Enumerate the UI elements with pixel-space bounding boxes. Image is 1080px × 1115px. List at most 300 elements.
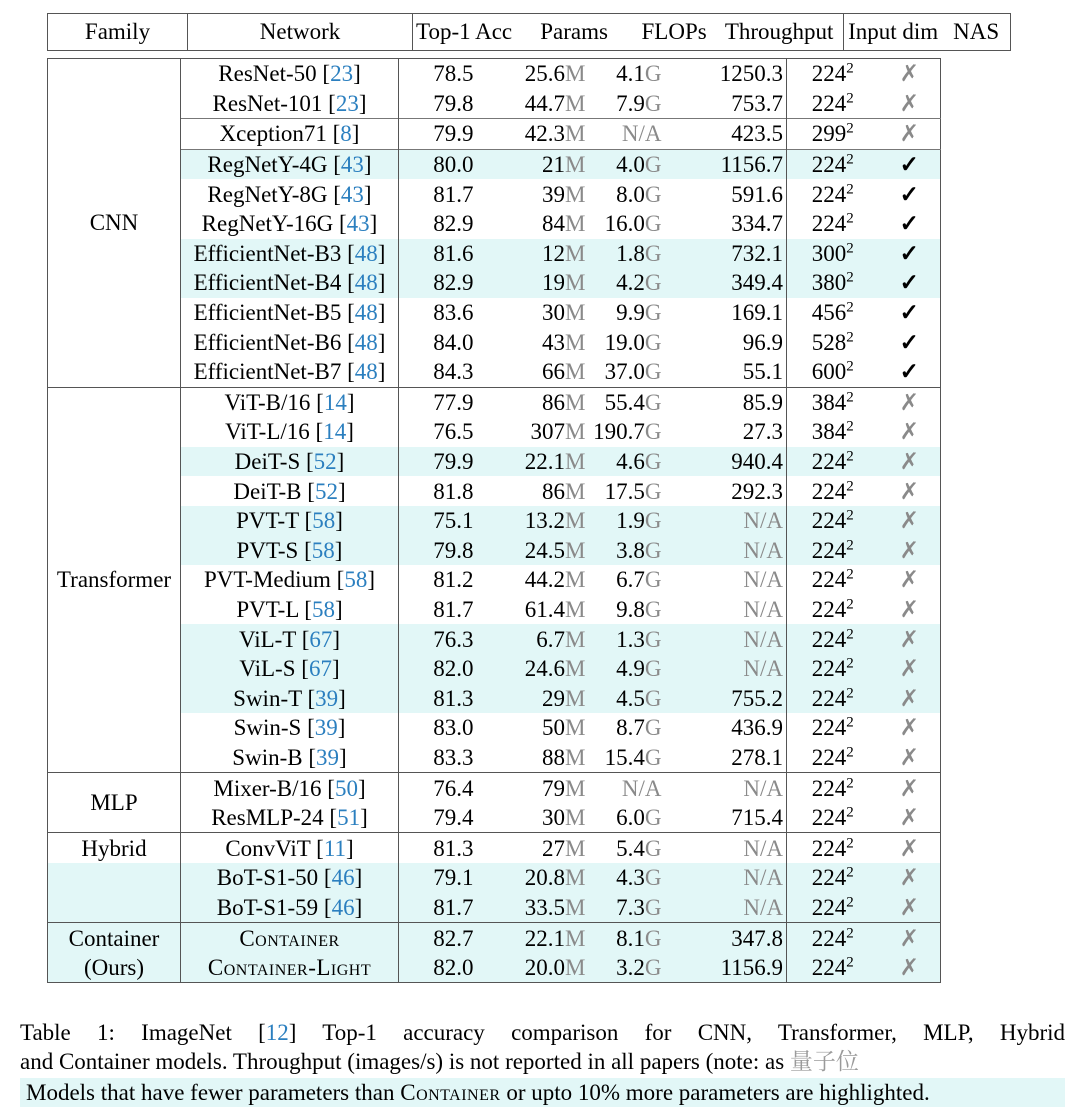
network-cell [181,327,399,357]
params-value: 44.7 [524,90,566,116]
nas-cell [879,595,941,625]
cite-bracket: ] [377,329,386,355]
flops-value: 4.9 [616,656,645,682]
throughput-value: N/A [743,626,783,652]
params-unit: M [565,329,586,355]
family-cell [48,923,181,983]
params-unit: M [565,449,586,475]
input-dim-value: 224 [811,865,847,891]
citation-link: 52 [314,478,338,504]
input-dim-cell [787,863,879,893]
network-cell [181,536,399,566]
family-label: Container [68,925,160,951]
input-dim-cell [787,893,879,923]
input-dim-exponent: 2 [846,954,854,971]
caption-text-1 [20,1020,1065,1045]
caption-line-2 [20,1047,1065,1076]
citation-link: 39 [316,744,340,770]
flops-unit: G [644,894,662,920]
nas-cell [879,476,941,506]
table-row [48,595,941,625]
flops-unit: G [644,300,662,326]
input-dim-exponent: 2 [846,328,854,345]
input-dim-cell [787,803,879,833]
network-name: EfficientNet-B5 [193,300,348,326]
input-dim-exponent: 2 [846,418,854,435]
throughput-value: 755.2 [731,685,783,711]
cite-bracket: ] [354,894,363,920]
cite-bracket: [ [322,61,331,87]
params-value: 88 [542,744,566,770]
input-dim-value: 224 [811,61,847,87]
nas-cell [879,239,941,269]
citation-link: 43 [340,181,364,207]
params-cell [477,683,589,713]
input-dim-value: 224 [811,656,847,682]
network-name: ResMLP-24 [211,805,330,831]
flops-cell [589,357,665,387]
top1-acc-cell: 84.0 [433,329,474,355]
nas-cell [879,447,941,477]
flops-cell [589,209,665,239]
cite-bracket: ] [334,596,343,622]
header-family: Family [84,19,151,44]
cross-icon: ✗ [899,567,919,593]
cite-bracket: ] [332,626,341,652]
cite-bracket: [ [323,894,332,920]
input-dim-exponent: 2 [846,714,854,731]
params-unit: M [565,508,586,534]
network-name: BoT-S1-59 [216,894,324,920]
citation-link: 58 [311,537,335,563]
top1-acc-cell: 81.8 [433,478,474,504]
flops-unit: G [644,90,662,116]
params-value: 24.5 [524,537,566,563]
cite-bracket: [ [323,865,332,891]
flops-value: 3.8 [616,537,645,563]
cite-bracket: ] [346,835,354,861]
throughput-cell [665,239,787,269]
params-unit: M [565,389,586,415]
flops-cell [589,863,665,893]
params-unit: M [565,567,586,593]
params-value: 25.6 [524,61,566,87]
throughput-value: 347.8 [731,925,783,951]
params-value: 13.2 [524,508,566,534]
cross-icon: ✗ [899,805,919,831]
citation-link: 48 [354,240,378,266]
params-unit: M [565,211,586,237]
top1-acc-cell: 76.5 [433,419,474,445]
nas-cell [879,833,941,863]
input-dim-cell [787,506,879,536]
flops-unit: G [644,508,662,534]
input-dim-exponent: 2 [846,60,854,77]
cite-bracket: ] [377,270,386,296]
network-cell [181,863,399,893]
cite-bracket: ] [338,685,346,711]
input-dim-value: 224 [811,537,847,563]
header-input-dim: Input dim [844,14,943,51]
throughput-cell [665,893,787,923]
params-unit: M [565,478,586,504]
network-name: ResNet-50 [218,61,323,87]
flops-value: 6.0 [616,805,645,831]
flops-na: N/A [621,121,662,147]
flops-value: 4.3 [616,865,645,891]
params-cell [477,773,589,803]
header-top1-acc: Top-1 Acc [413,14,516,51]
params-unit: M [565,894,586,920]
citation-link: 11 [323,835,346,861]
flops-cell [589,476,665,506]
network-name: BoT-S1-50 [216,865,324,891]
flops-cell [589,923,665,953]
params-value: 39 [542,181,566,207]
throughput-value: 292.3 [731,478,783,504]
flops-na: N/A [621,775,662,801]
cite-bracket: ] [336,449,345,475]
flops-value: 9.8 [616,596,645,622]
network-name: PVT-S [236,537,305,563]
cite-bracket: [ [316,389,324,415]
header-nas: NAS [953,19,1000,44]
table-row [48,506,941,536]
network-name: EfficientNet-B6 [193,329,348,355]
table-row [48,683,941,713]
top1-acc-cell: 81.7 [399,893,477,923]
flops-value: 7.3 [616,894,645,920]
top1-acc-cell: 83.6 [433,300,474,326]
input-dim-exponent: 2 [846,389,854,406]
throughput-value: N/A [743,596,783,622]
params-unit: M [565,685,586,711]
params-unit: M [565,596,586,622]
flops-cell [589,179,665,209]
flops-value: 55.4 [604,389,645,415]
table-row [48,387,941,417]
throughput-cell [665,59,787,89]
params-value: 6.7 [536,626,566,652]
table-row [48,803,941,833]
cite-bracket: [ [307,715,315,741]
check-icon: ✓ [899,211,919,237]
top1-acc-cell: 81.2 [433,567,474,593]
input-dim-cell [787,89,879,119]
flops-unit: G [644,478,662,504]
input-dim-exponent: 2 [846,299,854,316]
cross-icon: ✗ [899,626,919,652]
throughput-cell [665,119,787,150]
top1-acc-cell: 79.9 [399,119,477,150]
throughput-cell [665,565,787,595]
flops-unit: G [644,865,662,891]
params-value: 20.8 [524,865,566,891]
params-cell [477,209,589,239]
cross-icon: ✗ [899,656,919,682]
citation-link: 50 [334,775,358,801]
flops-unit: G [644,537,662,563]
input-dim-cell [787,119,879,150]
cite-bracket: [ [308,744,317,770]
throughput-value: 1156.7 [720,152,783,178]
flops-value: 19.0 [604,329,645,355]
network-cell [181,923,399,953]
flops-unit: G [644,359,662,385]
params-cell [477,447,589,477]
input-dim-value: 224 [811,835,847,861]
table-row [48,327,941,357]
throughput-value: 85.9 [742,389,783,415]
cross-icon: ✗ [899,596,919,622]
table-row [48,893,941,923]
throughput-cell [665,476,787,506]
network-name: DeiT-B [233,478,308,504]
flops-value: 16.0 [604,211,645,237]
params-cell [477,387,589,417]
throughput-value: 423.5 [731,121,783,147]
flops-value: 8.0 [616,181,645,207]
throughput-cell [665,268,787,298]
network-cell [181,119,399,150]
params-cell [477,565,589,595]
flops-value: 190.7 [593,419,645,445]
throughput-cell [665,803,787,833]
params-value: 42.3 [524,121,566,147]
network-cell [181,179,399,209]
cite-bracket: ] [351,121,360,147]
flops-unit: G [644,626,662,652]
check-icon: ✓ [899,240,919,266]
family-label: Transformer [56,567,172,593]
flops-value: 9.9 [616,300,645,326]
input-dim-exponent: 2 [846,358,854,375]
params-unit: M [565,181,586,207]
table-row [48,713,941,743]
params-unit: M [565,775,586,801]
cite-bracket: ] [377,240,386,266]
flops-value: 4.1 [616,61,645,87]
input-dim-exponent: 2 [846,744,854,761]
params-value: 61.4 [524,596,566,622]
input-dim-exponent: 2 [846,835,854,852]
network-name: Container-Light [207,955,372,981]
network-cell [181,387,399,417]
input-dim-value: 384 [811,419,847,445]
nas-cell [879,149,941,179]
citation-link: 58 [312,508,336,534]
flops-cell [589,595,665,625]
nas-cell [879,298,941,328]
input-dim-value: 224 [811,508,847,534]
params-cell [477,893,589,923]
throughput-cell [665,506,787,536]
flops-unit: G [644,835,662,861]
throughput-cell [665,833,787,863]
caption-line-1 [20,1018,1065,1047]
params-cell [477,743,589,773]
input-dim-exponent: 2 [846,537,854,554]
citation-link: 8 [340,121,352,147]
network-cell [181,357,399,387]
header-network: Network [188,14,413,51]
throughput-value: N/A [743,775,783,801]
flops-value: 6.7 [616,567,645,593]
params-unit: M [565,61,586,87]
top1-acc-cell: 82.0 [399,654,477,684]
top1-acc-cell: 82.9 [433,211,474,237]
flops-cell [589,624,665,654]
cross-icon: ✗ [899,121,919,147]
cross-icon: ✗ [899,449,919,475]
network-name: Swin-B [232,744,309,770]
flops-cell [589,565,665,595]
table-row [48,536,941,566]
cross-icon: ✗ [899,478,919,504]
top1-acc-cell: 79.1 [399,863,477,893]
input-dim-exponent: 2 [846,596,854,613]
input-dim-exponent: 2 [846,240,854,257]
input-dim-value: 224 [811,90,847,116]
flops-value: 37.0 [604,359,645,385]
nas-cell [879,209,941,239]
params-cell [477,624,589,654]
network-name: DeiT-S [234,449,306,475]
family-label: (Ours) [83,954,145,980]
input-dim-cell [787,595,879,625]
caption-highlight-note [20,1078,1065,1107]
params-cell [477,59,589,89]
input-dim-cell [787,357,879,387]
params-unit: M [565,865,586,891]
params-unit: M [565,955,586,981]
network-name: Container [239,925,340,951]
table-caption [20,1018,1065,1107]
cite-bracket: [ [304,508,313,534]
top1-acc-cell: 75.1 [399,506,477,536]
top1-acc-cell: 78.5 [433,61,474,87]
flops-unit: G [644,955,662,981]
flops-value: 8.7 [616,715,645,741]
params-unit: M [565,90,586,116]
network-cell [181,803,399,833]
flops-unit: G [644,744,662,770]
input-dim-value: 224 [811,596,847,622]
network-name: ViT-L/16 [225,419,316,445]
network-cell [181,683,399,713]
network-cell [181,89,399,119]
input-dim-cell [787,59,879,89]
input-dim-value: 300 [811,240,847,266]
throughput-value: 1250.3 [719,61,783,87]
flops-value: 17.5 [604,478,645,504]
throughput-value: 732.1 [731,240,783,266]
caption-segment: or upto 10% more parameters are highlighted. [500,1080,930,1105]
top1-acc-cell: 81.7 [433,596,474,622]
nas-cell [879,923,941,953]
cite-bracket: [ [347,329,355,355]
top1-acc-cell: 80.0 [399,149,477,179]
flops-unit: G [644,449,662,475]
cite-bracket: ] [337,715,346,741]
cross-icon: ✗ [899,685,919,711]
caption-citation: 12 [265,1020,289,1045]
input-dim-cell [787,327,879,357]
input-dim-cell [787,298,879,328]
flops-value: 1.8 [616,240,645,266]
cross-icon: ✗ [899,419,919,445]
citation-link: 48 [354,359,378,385]
throughput-cell [665,654,787,684]
citation-link: 43 [340,152,364,178]
params-value: 66 [542,359,566,385]
throughput-value: 334.7 [731,211,783,237]
input-dim-cell [787,743,879,773]
citation-link: 58 [311,596,335,622]
params-value: 22.1 [524,449,566,475]
table-row [48,833,941,863]
flops-unit: G [644,805,662,831]
citation-link: 67 [308,656,332,682]
input-dim-value: 380 [811,270,847,296]
table-row [48,298,941,328]
cite-bracket: [ [347,300,355,326]
top1-acc-cell: 79.4 [433,805,474,831]
watermark-logo: 量子位 [789,1049,859,1074]
flops-cell [589,743,665,773]
caption-text-3 [26,1080,930,1105]
flops-cell [589,773,665,803]
top1-acc-cell: 83.0 [433,715,474,741]
input-dim-cell [787,773,879,803]
input-dim-exponent: 2 [846,477,854,494]
network-cell [181,953,399,983]
flops-cell [589,327,665,357]
top1-acc-cell: 82.7 [399,923,477,953]
flops-unit: G [644,270,662,296]
params-value: 86 [542,389,566,415]
flops-unit: G [644,685,662,711]
throughput-cell [665,773,787,803]
throughput-cell [665,536,787,566]
flops-cell [589,298,665,328]
flops-cell [589,89,665,119]
cite-bracket: [ [301,656,309,682]
throughput-value: 27.3 [742,419,783,445]
network-name: PVT-T [236,508,305,534]
flops-value: 1.3 [616,626,645,652]
params-value: 44.2 [524,567,566,593]
input-dim-value: 224 [811,449,847,475]
network-cell [181,476,399,506]
flops-value: 8.1 [616,925,645,951]
input-dim-exponent: 2 [846,181,854,198]
nas-cell [879,357,941,387]
network-cell [181,209,399,239]
flops-cell [589,447,665,477]
top1-acc-cell: 77.9 [399,387,477,417]
table-header [47,13,1011,51]
cross-icon: ✗ [899,61,919,87]
nas-cell [879,654,941,684]
flops-value: 4.6 [616,449,645,475]
throughput-cell [665,743,787,773]
check-icon: ✓ [899,300,919,326]
caption-text-2: and Container models. Throughput (images/s) is not reported in all papers (note: as [20,1049,785,1074]
nas-cell [879,893,941,923]
input-dim-cell [787,833,879,863]
cross-icon: ✗ [899,715,919,741]
